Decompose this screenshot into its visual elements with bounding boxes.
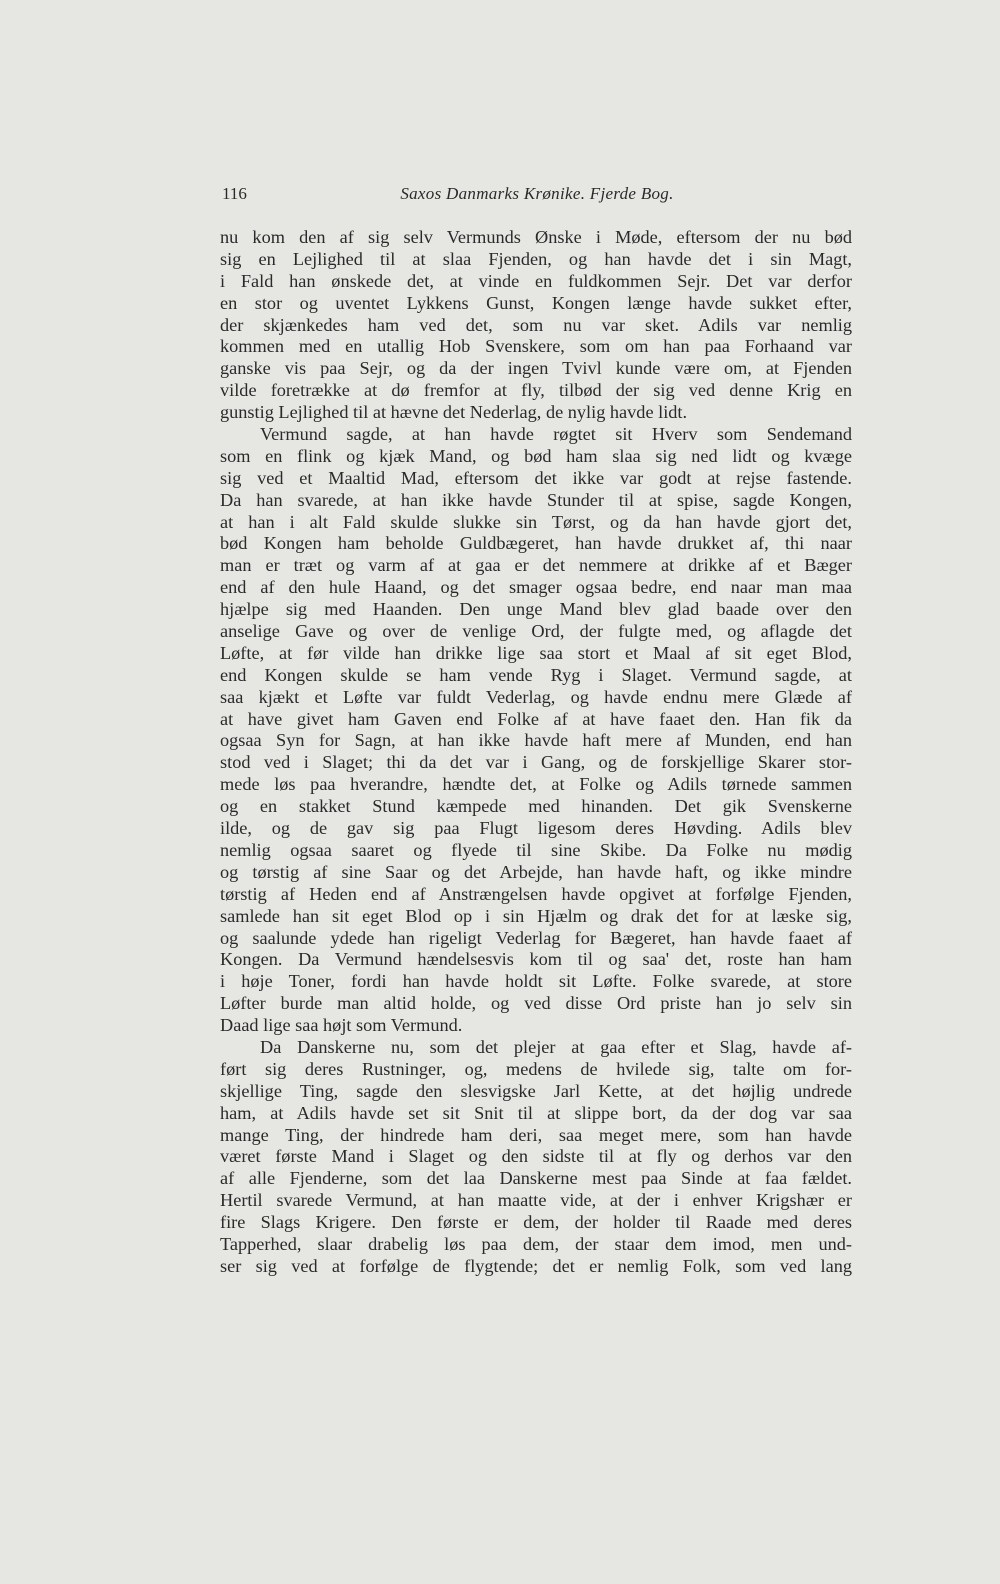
text-line: ham, at Adils havde set sit Snit til at slippe bort, da der dog var saa — [220, 1102, 852, 1123]
text-line: sig ved et Maaltid Mad, eftersom det ikke var godt at rejse fastende. — [220, 467, 852, 488]
text-line: hjælpe sig med Haanden. Den unge Mand blev glad baade over den — [220, 599, 852, 620]
paragraph — [220, 227, 852, 424]
paragraph — [220, 424, 852, 1037]
text-line: nemlig ogsaa saaret og flyede til sine Skibe. Da Folke nu mødig — [220, 839, 852, 860]
text-line: ogsaa Syn for Sagn, at han ikke havde haft mere af Munden, end han — [220, 730, 852, 751]
page-body-text — [220, 227, 852, 1278]
text-line: været første Mand i Slaget og den sidste til at fly og derhos var den — [220, 1146, 852, 1167]
text-line: der skjænkedes ham ved det, som nu var sket. Adils var nemlig — [220, 314, 852, 335]
text-line: skjellige Ting, sagde den slesvigske Jarl Kette, at det højlig undrede — [220, 1080, 852, 1101]
text-line: ført sig deres Rustninger, og, medens de hvilede sig, talte om for- — [220, 1058, 852, 1079]
text-line: end Kongen skulde se ham vende Ryg i Slaget. Vermund sagde, at — [220, 664, 852, 685]
text-line: samlede han sit eget Blod op i sin Hjælm og drak det for at læske sig, — [220, 905, 852, 926]
text-line: Kongen. Da Vermund hændelsesvis kom til og saa' det, roste han ham — [220, 949, 852, 970]
text-line: af alle Fjenderne, som det laa Danskerne mest paa Sinde at faa fældet. — [220, 1168, 852, 1189]
text-line: Daad lige saa højt som Vermund. — [220, 1015, 463, 1036]
text-line: anselige Gave og over de venlige Ord, der fulgte med, og aflagde det — [220, 621, 852, 642]
running-title: Saxos Danmarks Krønike. Fjerde Bog. — [400, 184, 674, 203]
text-line: Vermund sagde, at han havde røgtet sit Hverv som Sendemand — [260, 424, 852, 445]
text-line: Løfte, at før vilde han drikke lige saa stort et Maal af sit eget Blod, — [220, 642, 852, 663]
text-line: Løfter burde man altid holde, og ved disse Ord priste han jo selv sin — [220, 993, 852, 1014]
text-line: Da Danskerne nu, som det plejer at gaa efter et Slag, havde af- — [260, 1036, 852, 1057]
text-line: Hertil svarede Vermund, at han maatte vide, at der i enhver Krigshær er — [220, 1190, 852, 1211]
text-line: og saalunde ydede han rigeligt Vederlag for Bægeret, han havde faaet af — [220, 927, 852, 948]
text-line: tørstig af Heden end af Anstrængelsen havde opgivet at forfølge Fjenden, — [220, 883, 852, 904]
text-line: i Fald han ønskede det, at vinde en fuldkommen Sejr. Det var derfor — [220, 270, 852, 291]
text-line: som en flink og kjæk Mand, og bød ham slaa sig ned lidt og kvæge — [220, 445, 852, 466]
text-line: gunstig Lejlighed til at hævne det Nederlag, de nylig havde lidt. — [220, 402, 688, 423]
text-line: nu kom den af sig selv Vermunds Ønske i Møde, eftersom der nu bød — [220, 227, 852, 247]
text-line: sig en Lejlighed til at slaa Fjenden, og han havde det i sin Magt, — [220, 248, 852, 269]
text-line: mede løs paa hverandre, hændte det, at Folke og Adils tørnede sammen — [220, 774, 852, 795]
text-line: fire Slags Krigere. Den første er dem, der holder til Raade med deres — [220, 1212, 852, 1233]
text-line: ganske vis paa Sejr, og da der ingen Tvivl kunde være om, at Fjenden — [220, 358, 852, 379]
text-line: at have givet ham Gaven end Folke af at have faaet den. Han fik da — [220, 708, 852, 729]
text-line: Da han svarede, at han ikke havde Stunder til at spise, sagde Kongen, — [220, 489, 852, 510]
text-line: bød Kongen ham beholde Guldbægeret, han havde drukket af, thi naar — [220, 533, 852, 554]
text-line: ser sig ved at forfølge de flygtende; det er nemlig Folk, som ved lang — [220, 1255, 852, 1276]
text-line: vilde foretrække at dø fremfor at fly, tilbød der sig ved denne Krig en — [220, 380, 852, 401]
page-header — [222, 184, 852, 210]
text-line: Tapperhed, slaar drabelig løs paa dem, der staar dem imod, men und- — [220, 1233, 852, 1254]
text-line: man er træt og varm af at gaa er det nemmere at drikke af et Bæger — [220, 555, 852, 576]
page-number: 116 — [222, 184, 247, 203]
text-line: ilde, og de gav sig paa Flugt ligesom deres Høvding. Adils blev — [220, 818, 852, 839]
text-line: stod ved i Slaget; thi da det var i Gang, og de forskjellige Skarer stor- — [220, 752, 852, 773]
text-line: kommen med en utallig Hob Svenskere, som om han paa Forhaand var — [220, 336, 852, 357]
text-line: i høje Toner, fordi han havde holdt sit Løfte. Folke svarede, at store — [220, 971, 852, 992]
text-line: og tørstig af sine Saar og det Arbejde, han havde haft, og ikke mindre — [220, 861, 852, 882]
text-line: end af den hule Haand, og det smager ogsaa bedre, end naar man maa — [220, 577, 852, 598]
text-line: en stor og uventet Lykkens Gunst, Kongen længe havde sukket efter, — [220, 292, 852, 313]
text-line: mange Ting, der hindrede ham deri, saa meget mere, som han havde — [220, 1124, 852, 1145]
paragraph — [220, 1037, 852, 1278]
text-line: at han i alt Fald skulde slukke sin Tørst, og da han havde gjort det, — [220, 511, 852, 532]
text-line: og en stakket Stund kæmpede med hinanden. Det gik Svenskerne — [220, 796, 852, 817]
text-line: saa kjækt et Løfte var fuldt Vederlag, og havde endnu mere Glæde af — [220, 686, 852, 707]
